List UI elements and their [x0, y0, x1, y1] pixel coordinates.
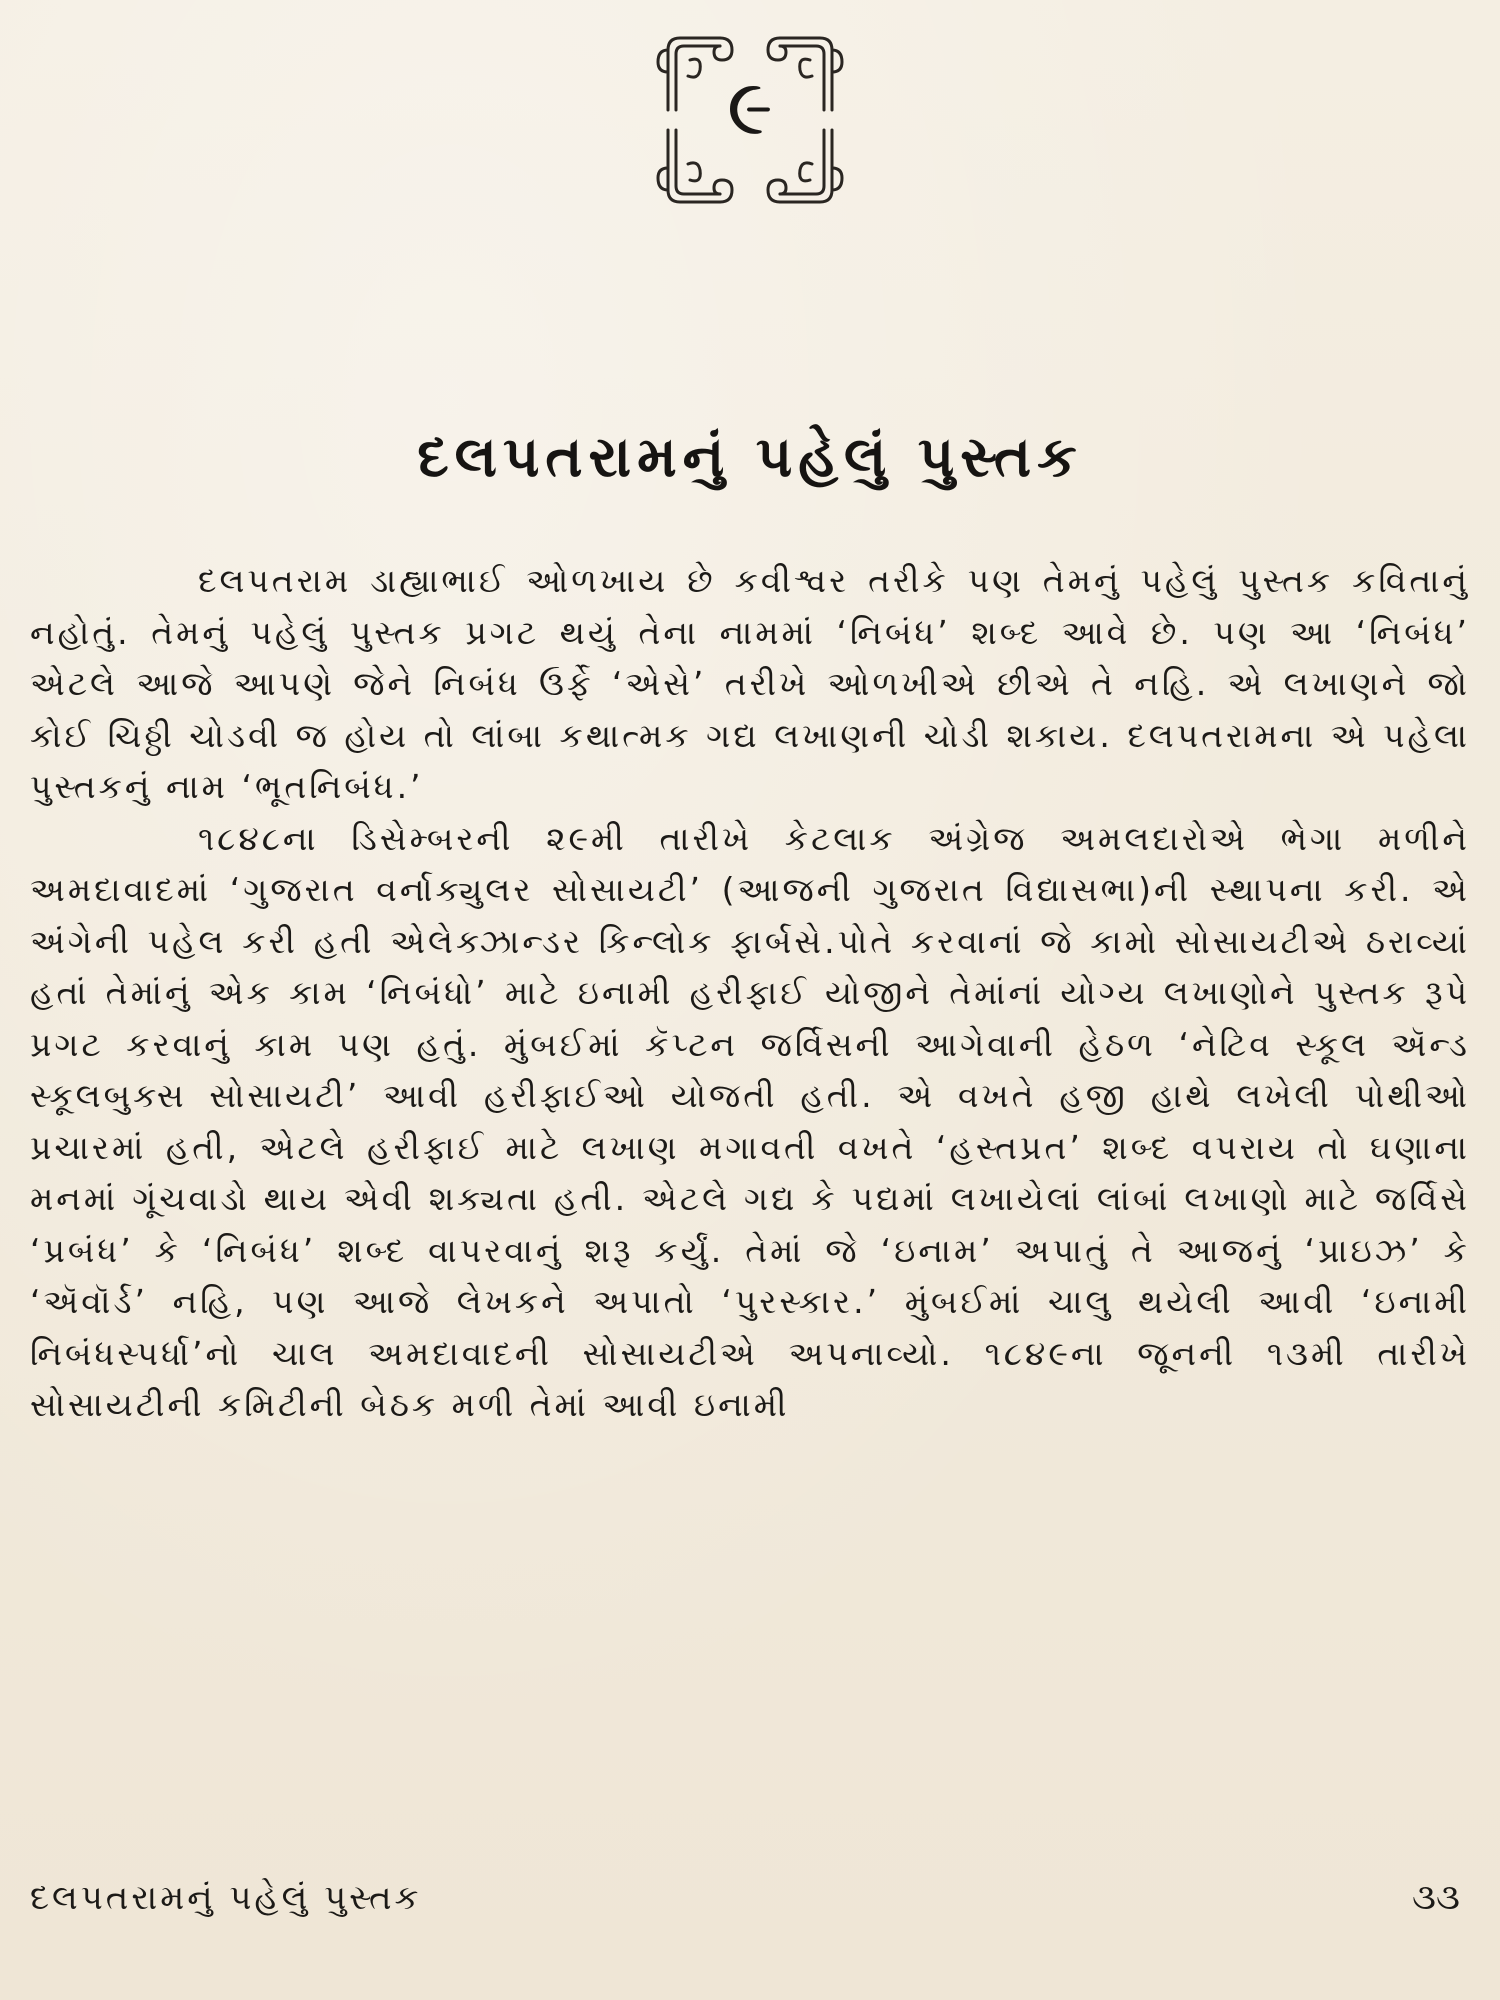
paragraph-2: ૧૮૪૮ના ડિસેમ્બરની ૨૯મી તારીખે કેટલાક અંગ્રેજ અમલદારોએ ભેગા મળીને અમદાવાદમાં ‘ગુજરાત વર્નાક્યુલર સોસાયટી’ (આજની ગુજરાત વિદ્યાસભા)ની સ્થાપના કરી. એ અંગેની પહેલ કરી હતી એલેક્ઝાન્ડર કિન્લોક ફાર્બસે.પોતે કરવાનાં જે કામો સોસાયટીએ ઠરાવ્યાં હતાં તેમાંનું એક કામ ‘નિબંધો’ માટે ઇનામી હરીફાઈ યોજીને તેમાંનાં યોગ્ય લખાણોને પુસ્તક રૂપે પ્રગટ કરવાનું કામ પણ હતું. મુંબઈમાં કૅપ્ટન જર્વિસની આગેવાની હેઠળ ‘નેટિવ સ્કૂલ ઍન્ડ સ્કૂલબુક્સ સોસાયટી’ આવી હરીફાઈઓ યોજતી હતી. એ વખતે હજી હાથે લખેલી પોથીઓ પ્રચારમાં હતી, એટલે હરીફાઈ માટે લખાણ મગાવતી વખતે ‘હસ્તપ્રત’ શબ્દ વપરાય તો ઘણાના મનમાં ગૂંચવાડો થાય એવી શક્યતા હતી. એટલે ગદ્ય કે પદ્યમાં લખાયેલાં લાંબાં લખાણો માટે જર્વિસે ‘પ્રબંધ’ કે ‘નિબંધ’ શબ્દ વાપરવાનું શરૂ કર્યું. તેમાં જે ‘ઇનામ’ અપાતું તે આજનું ‘પ્રાઇઝ’ કે ‘ઍવૉર્ડ’ નહિ, પણ આજે લેખકને અપાતો ‘પુરસ્કાર.’ મુંબઈમાં ચાલુ થયેલી આવી ‘ઇનામી નિબંધસ્પર્ધા’નો ચાલ અમદાવાદની સોસાયટીએ અપનાવ્યો. ૧૮૪૯ના જૂનની ૧૩મી તારીખે સોસાયટીની કમિટીની બેઠક મળી તેમાં આવી ઇનામી	[30, 818, 1470, 1424]
chapter-number: ૯	[726, 63, 774, 153]
paragraph-1: દલપતરામ ડાહ્યાભાઈ ઓળખાય છે કવીશ્વર તરીકે પણ તેમનું પહેલું પુસ્તક કવિતાનું નહોતું. તેમનું પહેલું પુસ્તક પ્રગટ થયું તેના નામમાં ‘નિબંધ’ શબ્દ આવે છે. પણ આ ‘નિબંધ’ એટલે આજે આપણે જેને નિબંધ ઉર્ફે ‘એસે’ તરીખે ઓળખીએ છીએ તે નહિ. એ લખાણને જો કોઈ ચિઠ્ઠી ચોડવી જ હોય તો લાંબા કથાત્મક ગદ્ય લખાણની ચોડી શકાય. દલપતરામના એ પહેલા પુસ્તકનું નામ ‘ભૂતનિબંધ.’	[30, 561, 1470, 806]
running-title: દલપતરામનું પહેલું પુસ્તક	[30, 1878, 422, 1918]
page-number: ૩૩	[1412, 1877, 1460, 1918]
chapter-body	[30, 555, 1470, 1431]
chapter-title: દલપતરામનું પહેલું પુસ્તક	[417, 425, 1083, 490]
